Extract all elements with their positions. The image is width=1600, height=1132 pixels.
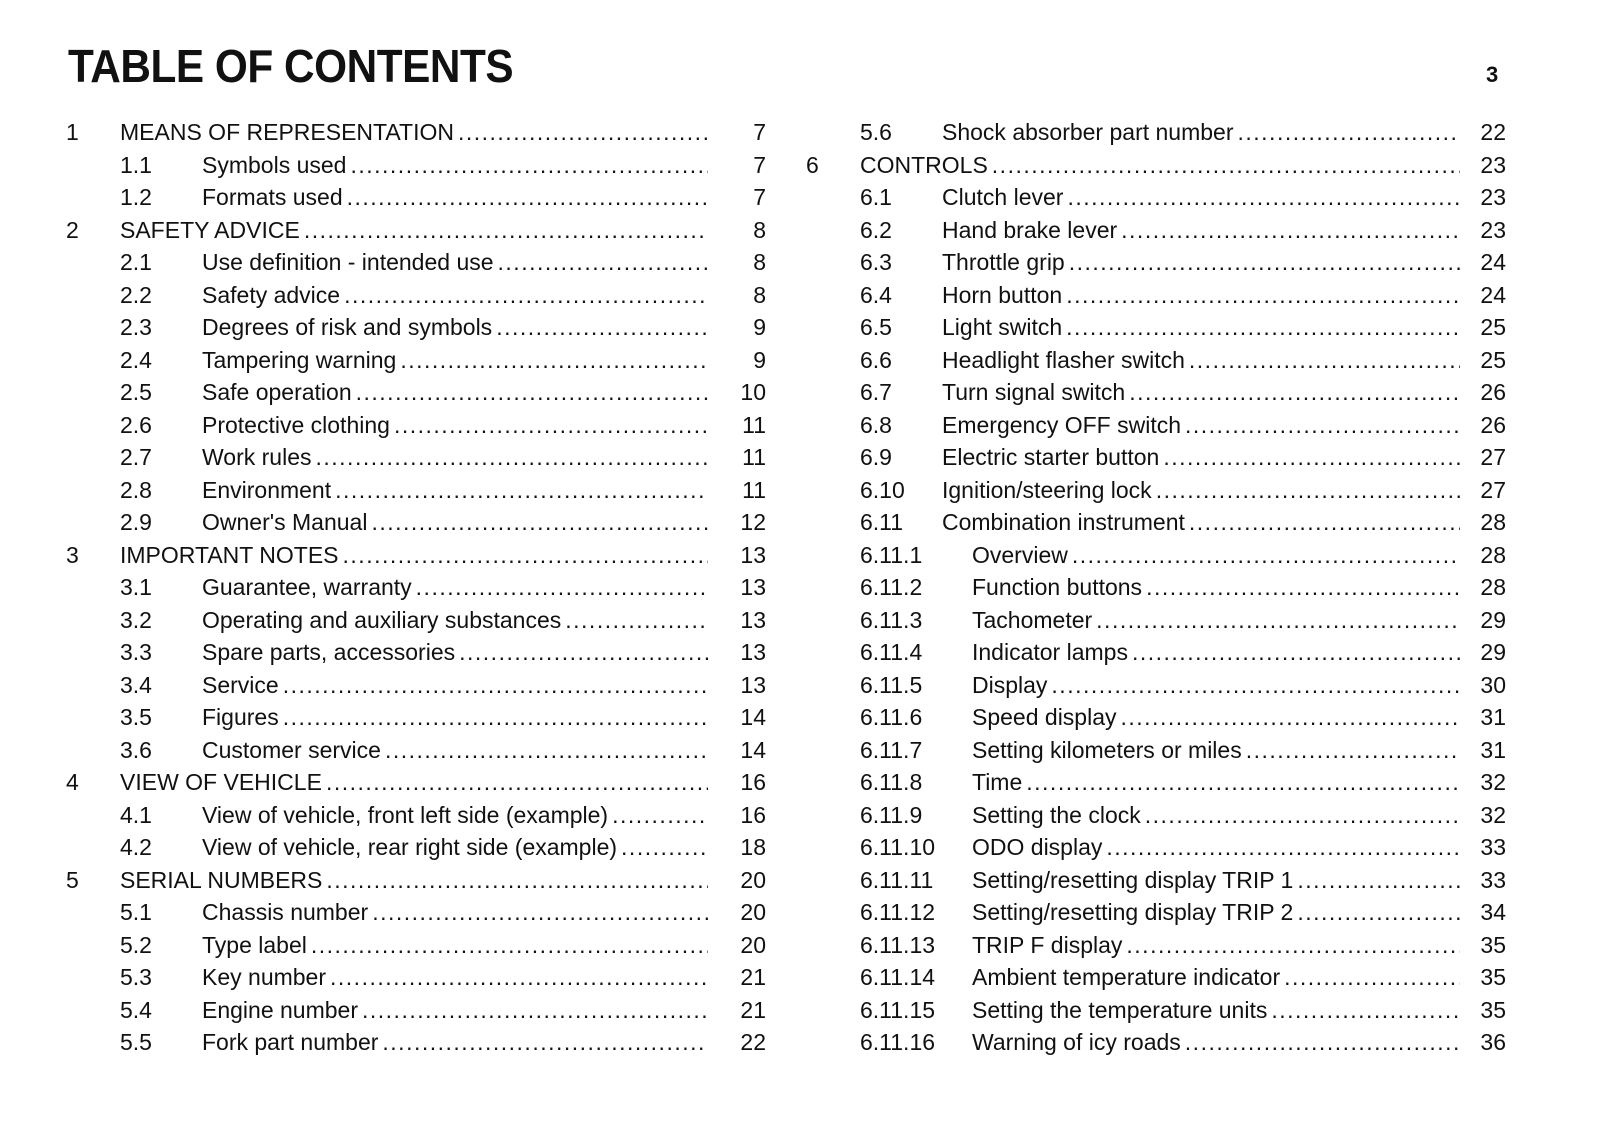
dot-leader: [1106, 831, 1460, 864]
toc-entry[interactable]: [66, 896, 766, 929]
dot-leader: [1126, 929, 1460, 962]
toc-entry-page: 13: [740, 671, 766, 698]
dot-leader: [498, 246, 708, 279]
toc-entry-page: 8: [753, 249, 766, 275]
toc-entry-title: Throttle grip: [942, 249, 1065, 275]
toc-entry-page: 13: [740, 574, 766, 600]
toc-entry-title: Headlight flasher switch: [942, 346, 1185, 373]
toc-entry-number: 4.2: [120, 834, 152, 860]
dot-leader: [1121, 701, 1461, 734]
toc-entry[interactable]: [806, 571, 1506, 604]
dot-leader: [1185, 1026, 1460, 1059]
toc-entry-title: Formats used: [202, 184, 343, 210]
toc-entry-number: 2.5: [120, 379, 152, 405]
toc-entry-page: 11: [742, 476, 766, 503]
toc-entry[interactable]: [806, 604, 1506, 637]
toc-entry-page: 12: [740, 509, 766, 535]
toc-entry-title: Use definition - intended use: [202, 249, 494, 275]
toc-entry[interactable]: [806, 864, 1506, 897]
toc-entry-number: 6.11.2: [860, 574, 923, 600]
dot-leader: [458, 116, 708, 149]
toc-entry[interactable]: [66, 701, 766, 734]
dot-leader: [1146, 571, 1460, 604]
toc-entry[interactable]: [806, 539, 1506, 572]
toc-entry-number: 6.11.5: [860, 671, 923, 698]
dot-leader: [1096, 604, 1460, 637]
toc-entry[interactable]: [806, 344, 1506, 377]
dot-leader: [1026, 766, 1460, 799]
toc-entry-page: 29: [1480, 606, 1506, 633]
toc-entry-title: Customer service: [202, 736, 381, 763]
dot-leader: [304, 214, 708, 247]
toc-entry-title: MEANS OF REPRESENTATION: [120, 119, 454, 145]
toc-entry[interactable]: [806, 116, 1506, 149]
toc-entry-page: 8: [753, 281, 766, 308]
toc-entry-number: 6.11.15: [860, 996, 936, 1023]
toc-entry-number: 2.1: [120, 249, 152, 275]
toc-entry-page: 24: [1480, 249, 1506, 275]
toc-entry-number: 6.2: [860, 216, 892, 243]
toc-entry-page: 25: [1480, 346, 1506, 373]
toc-entry[interactable]: [806, 701, 1506, 734]
toc-entry-title: Protective clothing: [202, 411, 390, 438]
toc-entry-number: 6.7: [860, 379, 892, 405]
toc-entry-number: 3.3: [120, 639, 152, 665]
toc-entry-page: 25: [1480, 314, 1506, 340]
toc-entry[interactable]: [806, 506, 1506, 539]
toc-entry-title: VIEW OF VEHICLE: [120, 769, 322, 795]
toc-entry-title: Service: [202, 671, 279, 698]
toc-entry-page: 26: [1480, 411, 1506, 438]
toc-entry-page: 29: [1480, 639, 1506, 665]
toc-entry-number: 2.8: [120, 476, 152, 503]
toc-entry-title: Tachometer: [972, 606, 1093, 633]
toc-entry-page: 35: [1480, 996, 1506, 1023]
toc-entry[interactable]: [66, 961, 766, 994]
toc-entry-number: 4: [66, 769, 79, 795]
toc-entry-number: 1.1: [120, 151, 152, 178]
dot-leader: [612, 799, 708, 832]
page-number: 3: [1486, 62, 1499, 87]
toc-entry-title: Setting/resetting display TRIP 2: [972, 899, 1294, 925]
toc-entry[interactable]: [806, 766, 1506, 799]
toc-entry-title: Key number: [202, 964, 327, 990]
toc-entry[interactable]: [66, 116, 766, 149]
toc-entry-title: Tampering warning: [202, 346, 397, 373]
toc-entry-page: 11: [742, 411, 766, 438]
dot-leader: [1072, 539, 1460, 572]
toc-entry-page: 28: [1480, 541, 1506, 568]
dot-leader: [344, 279, 708, 312]
toc-entry-number: 2.7: [120, 444, 152, 470]
dot-leader: [1066, 311, 1460, 344]
toc-entry-number: 6.11.6: [860, 704, 923, 730]
dot-leader: [382, 1026, 708, 1059]
toc-entry-number: 1.2: [120, 184, 152, 210]
toc-entry[interactable]: [806, 214, 1506, 247]
toc-entry-title: Warning of icy roads: [972, 1029, 1181, 1055]
dot-leader: [1156, 474, 1460, 507]
toc-entry-title: Setting kilometers or miles: [972, 736, 1242, 763]
toc-entry-page: 27: [1480, 476, 1506, 503]
toc-entry-page: 27: [1480, 444, 1506, 470]
toc-entry-title: Light switch: [942, 314, 1063, 340]
toc-entry-number: 3.1: [120, 574, 152, 600]
dot-leader: [394, 409, 708, 442]
toc-right-column: [806, 116, 1506, 1059]
dot-leader: [565, 604, 708, 637]
toc-entry-title: Environment: [202, 476, 332, 503]
toc-entry-number: 2.6: [120, 411, 152, 438]
toc-entry[interactable]: [806, 149, 1506, 182]
toc-entry-number: 6.4: [860, 281, 892, 308]
dot-leader: [330, 961, 708, 994]
toc-entry[interactable]: [806, 441, 1506, 474]
toc-entry-page: 7: [753, 151, 766, 178]
toc-entry-number: 5.1: [120, 899, 152, 925]
toc-entry-title: Figures: [202, 704, 279, 730]
toc-entry-title: Type label: [202, 931, 307, 958]
toc-entry-title: Setting/resetting display TRIP 1: [972, 866, 1294, 893]
toc-entry-title: Guarantee, warranty: [202, 574, 412, 600]
toc-entry-page: 35: [1480, 964, 1506, 990]
toc-entry-page: 9: [753, 346, 766, 373]
toc-entry-page: 16: [740, 801, 766, 828]
dot-leader: [1238, 116, 1461, 149]
toc-entry-number: 1: [66, 119, 79, 145]
dot-leader: [347, 181, 708, 214]
dot-leader: [1129, 376, 1460, 409]
toc-entry[interactable]: [806, 831, 1506, 864]
toc-entry-page: 28: [1480, 509, 1506, 535]
toc-entry-title: Combination instrument: [942, 509, 1185, 535]
toc-entry-title: Turn signal switch: [942, 379, 1126, 405]
toc-entry[interactable]: [806, 669, 1506, 702]
toc-entry-title: Operating and auxiliary substances: [202, 606, 562, 633]
toc-entry[interactable]: [66, 311, 766, 344]
toc-entry-title: Indicator lamps: [972, 639, 1128, 665]
toc-entry-number: 6.11.12: [860, 899, 936, 925]
toc-entry-page: 20: [740, 866, 766, 893]
toc-entry-title: SAFETY ADVICE: [120, 216, 300, 243]
toc-entry[interactable]: [66, 441, 766, 474]
toc-entry-title: TRIP F display: [972, 931, 1123, 958]
toc-entry[interactable]: [66, 994, 766, 1027]
toc-entry-title: Emergency OFF switch: [942, 411, 1181, 438]
toc-entry[interactable]: [66, 181, 766, 214]
dot-leader: [1051, 669, 1460, 702]
dot-leader: [1271, 994, 1460, 1027]
dot-leader: [371, 506, 708, 539]
toc-entry-number: 2.4: [120, 346, 152, 373]
toc-entry[interactable]: [66, 539, 766, 572]
toc-entry-title: Symbols used: [202, 151, 347, 178]
toc-entry-page: 20: [740, 931, 766, 958]
dot-leader: [326, 766, 708, 799]
toc-entry-title: View of vehicle, front left side (example): [202, 801, 609, 828]
toc-entry-title: Work rules: [202, 444, 312, 470]
toc-entry-title: Horn button: [942, 281, 1063, 308]
toc-entry-number: 6: [806, 151, 819, 178]
toc-entry[interactable]: [66, 214, 766, 247]
toc-entry-number: 2: [66, 216, 79, 243]
toc-entry-number: 6.11.13: [860, 931, 936, 958]
toc-entry[interactable]: [806, 409, 1506, 442]
toc-entry[interactable]: [66, 409, 766, 442]
toc-entry-page: 26: [1480, 379, 1506, 405]
dot-leader: [283, 701, 708, 734]
toc-entry-page: 23: [1480, 216, 1506, 243]
toc-entry-number: 6.6: [860, 346, 892, 373]
toc-entry-title: Safety advice: [202, 281, 341, 308]
page-title: TABLE OF CONTENTS: [68, 40, 514, 92]
toc-entry[interactable]: [806, 799, 1506, 832]
toc-entry-page: 13: [740, 541, 766, 568]
dot-leader: [1246, 734, 1460, 767]
toc-entry-page: 10: [740, 379, 766, 405]
dot-leader: [362, 994, 708, 1027]
toc-entry-number: 5.3: [120, 964, 152, 990]
toc-entry-page: 34: [1480, 899, 1506, 925]
toc-entry[interactable]: [66, 149, 766, 182]
toc-entry[interactable]: [806, 1026, 1506, 1059]
toc-entry[interactable]: [806, 961, 1506, 994]
toc-entry-page: 31: [1480, 704, 1506, 730]
dot-leader: [1189, 344, 1460, 377]
dot-leader: [496, 311, 708, 344]
toc-entry[interactable]: [66, 604, 766, 637]
dot-leader: [372, 896, 708, 929]
toc-entry-number: 6.8: [860, 411, 892, 438]
toc-entry-number: 4.1: [120, 801, 152, 828]
toc-entry-title: Shock absorber part number: [942, 119, 1234, 145]
toc-entry-number: 2.2: [120, 281, 152, 308]
toc-entry-number: 3.2: [120, 606, 152, 633]
toc-entry-page: 20: [740, 899, 766, 925]
toc-entry[interactable]: [806, 896, 1506, 929]
toc-entry-page: 32: [1480, 801, 1506, 828]
toc-entry-number: 6.11.9: [860, 801, 923, 828]
toc-entry-page: 9: [753, 314, 766, 340]
dot-leader: [311, 929, 708, 962]
toc-entry-number: 6.11.10: [860, 834, 936, 860]
toc-entry-page: 7: [753, 184, 766, 210]
toc-entry[interactable]: [66, 864, 766, 897]
toc-entry-page: 22: [740, 1029, 766, 1055]
toc-entry-page: 13: [740, 606, 766, 633]
toc-entry-number: 6.5: [860, 314, 892, 340]
toc-entry-page: 11: [742, 444, 766, 470]
toc-entry-page: 14: [740, 704, 766, 730]
toc-entry-number: 5.6: [860, 119, 892, 145]
dot-leader: [416, 571, 708, 604]
toc-entry-title: Spare parts, accessories: [202, 639, 456, 665]
toc-entry-number: 5.5: [120, 1029, 152, 1055]
toc-entry-page: 30: [1480, 671, 1506, 698]
dot-leader: [316, 441, 709, 474]
toc-entry[interactable]: [806, 734, 1506, 767]
toc-entry-title: Hand brake lever: [942, 216, 1118, 243]
toc-entry-title: Safe operation: [202, 379, 352, 405]
toc-entry-title: Owner's Manual: [202, 509, 368, 535]
dot-leader: [459, 636, 708, 669]
toc-entry[interactable]: [806, 311, 1506, 344]
dot-leader: [385, 734, 708, 767]
toc-entry[interactable]: [66, 506, 766, 539]
dot-leader: [356, 376, 708, 409]
toc-entry-number: 6.11.4: [860, 639, 923, 665]
toc-entry[interactable]: [66, 766, 766, 799]
toc-entry-page: 21: [740, 964, 766, 990]
toc-entry-title: Electric starter button: [942, 444, 1160, 470]
toc-entry-page: 21: [740, 996, 766, 1023]
toc-entry[interactable]: [66, 571, 766, 604]
dot-leader: [1284, 961, 1460, 994]
toc-entry[interactable]: [66, 669, 766, 702]
dot-leader: [1067, 181, 1460, 214]
toc-entry-number: 6.9: [860, 444, 892, 470]
dot-leader: [621, 831, 708, 864]
toc-entry-title: Overview: [972, 541, 1068, 568]
toc-entry[interactable]: [806, 474, 1506, 507]
toc-entry-number: 3.4: [120, 671, 152, 698]
toc-entry[interactable]: [66, 734, 766, 767]
toc-entry-title: Time: [972, 769, 1023, 795]
toc-entry-title: Ignition/steering lock: [942, 476, 1152, 503]
toc-entry-page: 28: [1480, 574, 1506, 600]
toc-entry[interactable]: [66, 799, 766, 832]
dot-leader: [1145, 799, 1460, 832]
toc-entry-page: 33: [1480, 866, 1506, 893]
toc-entry[interactable]: [66, 474, 766, 507]
toc-entry[interactable]: [66, 929, 766, 962]
toc-entry[interactable]: [806, 279, 1506, 312]
toc-entry-number: 6.3: [860, 249, 892, 275]
toc-entry-page: 23: [1480, 184, 1506, 210]
toc-entry-number: 3: [66, 541, 79, 568]
toc-entry-page: 33: [1480, 834, 1506, 860]
toc-entry-title: Ambient temperature indicator: [972, 964, 1281, 990]
toc-entry-title: Function buttons: [972, 574, 1143, 600]
toc-entry-title: View of vehicle, rear right side (example): [202, 834, 618, 860]
toc-entry[interactable]: [66, 636, 766, 669]
toc-entry-title: Degrees of risk and symbols: [202, 314, 493, 340]
toc-entry-page: 32: [1480, 769, 1506, 795]
toc-entry-number: 5.2: [120, 931, 152, 958]
toc-entry[interactable]: [66, 376, 766, 409]
dot-leader: [335, 474, 708, 507]
dot-leader: [1121, 214, 1460, 247]
dot-leader: [992, 149, 1460, 182]
toc-entry-number: 5.4: [120, 996, 152, 1023]
toc-entry-number: 3.6: [120, 736, 152, 763]
toc-entry-number: 6.11.8: [860, 769, 923, 795]
toc-entry-number: 6.11.3: [860, 606, 923, 633]
toc-entry[interactable]: [806, 636, 1506, 669]
toc-entry[interactable]: [66, 279, 766, 312]
toc-entry[interactable]: [66, 831, 766, 864]
toc-entry-title: Fork part number: [202, 1029, 379, 1055]
toc-entry-page: 24: [1480, 281, 1506, 308]
toc-entry-title: Speed display: [972, 704, 1117, 730]
dot-leader: [1066, 279, 1460, 312]
toc-entry[interactable]: [806, 376, 1506, 409]
toc-entry-page: 23: [1480, 151, 1506, 178]
toc-entry-page: 16: [740, 769, 766, 795]
toc-entry-number: 6.11.14: [860, 964, 936, 990]
toc-entry-number: 2.3: [120, 314, 152, 340]
toc-entry-page: 14: [740, 736, 766, 763]
toc-entry-number: 6.11.11: [860, 866, 934, 893]
toc-entry[interactable]: [66, 344, 766, 377]
toc-entry-number: 6.11: [860, 509, 904, 535]
toc-entry-page: 22: [1480, 119, 1506, 145]
toc-entry-number: 6.11.1: [860, 541, 923, 568]
dot-leader: [343, 539, 708, 572]
toc-entry[interactable]: [66, 1026, 766, 1059]
toc-left-column: [66, 116, 766, 1059]
toc-entry-title: Setting the temperature units: [972, 996, 1268, 1023]
toc-entry-page: 13: [740, 639, 766, 665]
toc-entry-title: IMPORTANT NOTES: [120, 541, 339, 568]
toc-entry-title: Engine number: [202, 996, 358, 1023]
toc-entry-number: 6.11.16: [860, 1029, 936, 1055]
toc-entry-page: 8: [753, 216, 766, 243]
toc-entry-number: 6.1: [860, 184, 892, 210]
dot-leader: [1132, 636, 1460, 669]
dot-leader: [1163, 441, 1460, 474]
dot-leader: [350, 149, 708, 182]
toc-entry-page: 18: [740, 834, 766, 860]
toc-entry-number: 6.10: [860, 476, 905, 503]
dot-leader: [1185, 409, 1460, 442]
toc-entry-title: Chassis number: [202, 899, 369, 925]
toc-entry-title: Display: [972, 671, 1048, 698]
dot-leader: [326, 864, 708, 897]
toc-entry-page: 36: [1480, 1029, 1506, 1055]
dot-leader: [400, 344, 708, 377]
toc-entry[interactable]: [66, 246, 766, 279]
dot-leader: [283, 669, 708, 702]
toc-entry-title: Setting the clock: [972, 801, 1141, 828]
toc-entry[interactable]: [806, 181, 1506, 214]
toc-entry[interactable]: [806, 246, 1506, 279]
toc-entry-page: 7: [753, 119, 766, 145]
dot-leader: [1189, 506, 1460, 539]
toc-entry-number: 6.11.7: [860, 736, 923, 763]
dot-leader: [1297, 864, 1460, 897]
toc-entry[interactable]: [806, 929, 1506, 962]
toc-entry-number: 2.9: [120, 509, 152, 535]
toc-entry-page: 35: [1480, 931, 1506, 958]
toc-entry-title: SERIAL NUMBERS: [120, 866, 323, 893]
toc-entry-page: 31: [1480, 736, 1506, 763]
toc-entry-number: 3.5: [120, 704, 152, 730]
toc-entry-title: CONTROLS: [860, 151, 988, 178]
dot-leader: [1069, 246, 1460, 279]
toc-entry-title: Clutch lever: [942, 184, 1064, 210]
toc-entry-title: ODO display: [972, 834, 1103, 860]
dot-leader: [1297, 896, 1460, 929]
toc-entry-number: 5: [66, 866, 79, 893]
toc-entry[interactable]: [806, 994, 1506, 1027]
